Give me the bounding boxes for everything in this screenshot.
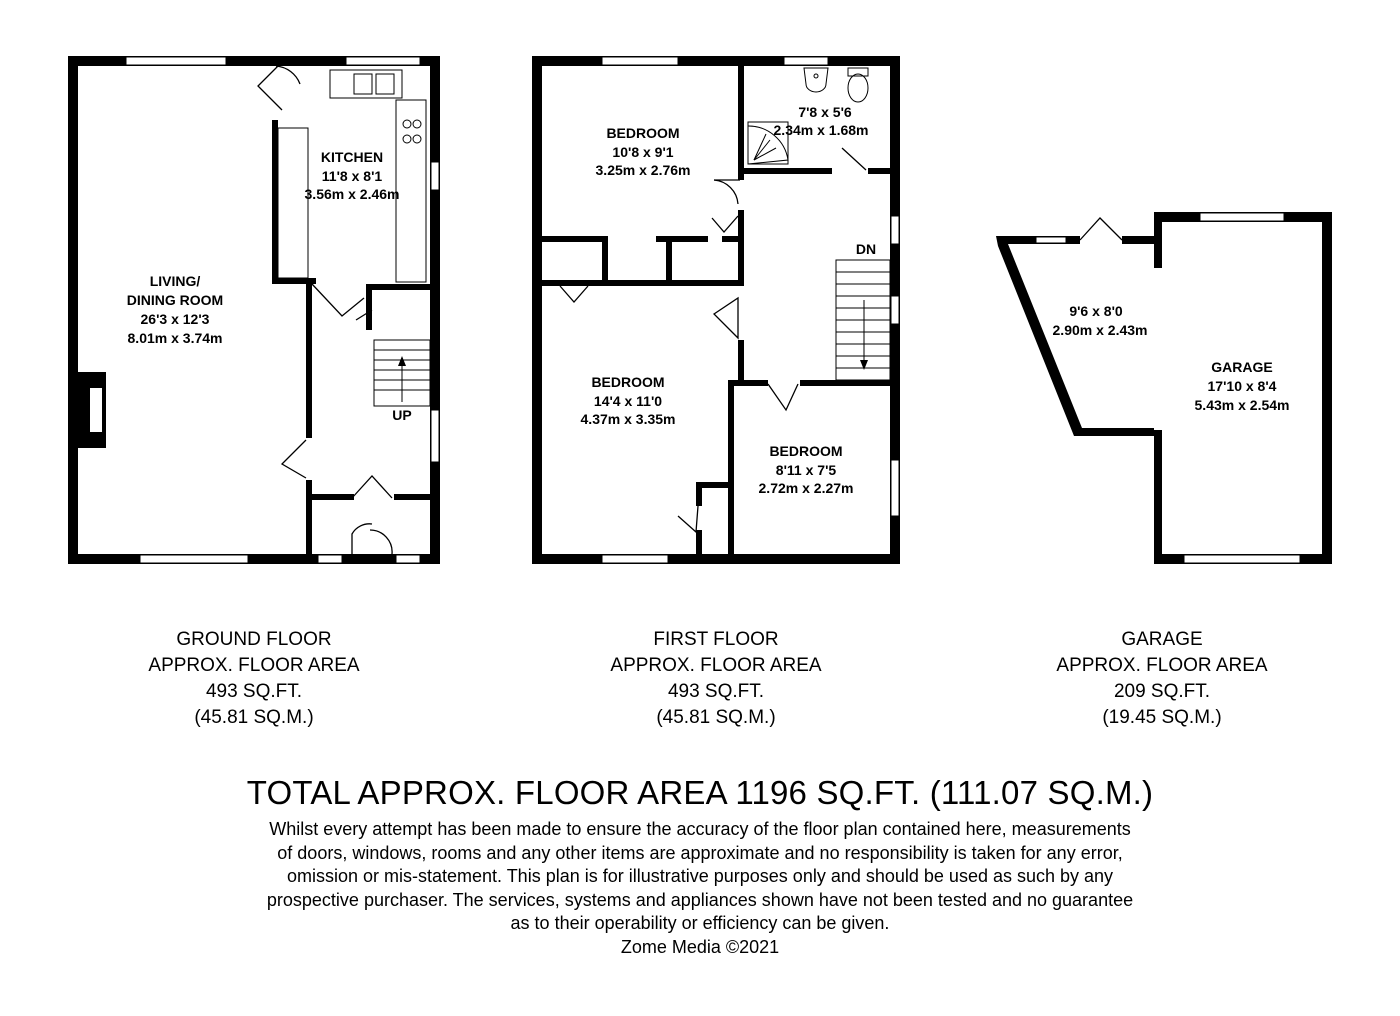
disclaimer-line: prospective purchaser. The services, systems and appliances shown have not been tested and no guarantee bbox=[266, 889, 1134, 910]
bedroom3-metric: 2.72m x 2.27m bbox=[758, 480, 854, 496]
garage-store-imperial: 9'6 x 8'0 bbox=[1069, 303, 1123, 319]
floor-area-sqft: 493 SQ.FT. bbox=[667, 681, 765, 702]
bedroom2-imperial: 14'4 x 11'0 bbox=[593, 393, 663, 409]
bedroom1-imperial: 10'8 x 9'1 bbox=[612, 144, 674, 160]
floor-area-label: APPROX. FLOOR AREA bbox=[1056, 655, 1268, 676]
living-room-metric: 8.01m x 3.74m bbox=[127, 330, 223, 346]
garage-name: GARAGE bbox=[1211, 359, 1273, 375]
garage-metric: 5.43m x 2.54m bbox=[1194, 397, 1290, 413]
floor-title: GROUND FLOOR bbox=[176, 629, 332, 650]
garage-plan bbox=[996, 212, 1332, 564]
disclaimer-line: omission or mis-statement. This plan is for illustrative purposes only and should be used as such by any bbox=[286, 866, 1114, 886]
living-room-name-line2: DINING ROOM bbox=[126, 292, 224, 308]
stairs-down-label: DN bbox=[855, 241, 877, 257]
total-floor-area: TOTAL APPROX. FLOOR AREA 1196 SQ.FT. (111.07 SQ.M.) bbox=[246, 774, 1154, 811]
bedroom3-name: BEDROOM bbox=[769, 443, 843, 459]
kitchen-imperial: 11'8 x 8'1 bbox=[321, 168, 383, 184]
kitchen-metric: 3.56m x 2.46m bbox=[304, 186, 400, 202]
bathroom-imperial: 7'8 x 5'6 bbox=[798, 104, 852, 120]
living-room-imperial: 26'3 x 12'3 bbox=[140, 311, 210, 327]
bathroom-metric: 2.34m x 1.68m bbox=[773, 122, 869, 138]
floor-area-label: APPROX. FLOOR AREA bbox=[610, 655, 822, 676]
bedroom1-metric: 3.25m x 2.76m bbox=[595, 162, 691, 178]
kitchen-name: KITCHEN bbox=[320, 149, 384, 165]
floor-area-sqm: (45.81 SQ.M.) bbox=[656, 707, 776, 728]
bedroom1-name: BEDROOM bbox=[606, 125, 680, 141]
stairs-up-label: UP bbox=[392, 407, 412, 423]
garage-caption bbox=[1002, 627, 1322, 731]
ground-floor-caption bbox=[94, 627, 414, 731]
disclaimer-line: of doors, windows, rooms and any other items are approximate and no responsibility is taken for any error, bbox=[277, 842, 1123, 863]
floor-title: FIRST FLOOR bbox=[653, 629, 779, 650]
bedroom2-metric: 4.37m x 3.35m bbox=[580, 411, 676, 427]
bedroom3-imperial: 8'11 x 7'5 bbox=[775, 462, 837, 478]
floor-area-sqm: (45.81 SQ.M.) bbox=[194, 707, 314, 728]
living-room-name-line1: LIVING/ bbox=[149, 273, 201, 289]
garage-store-metric: 2.90m x 2.43m bbox=[1052, 322, 1148, 338]
disclaimer-line: Whilst every attempt has been made to ensure the accuracy of the floor plan contained here, measurements bbox=[269, 819, 1131, 839]
floor-title: GARAGE bbox=[1121, 629, 1203, 650]
floor-area-sqft: 209 SQ.FT. bbox=[1113, 681, 1211, 702]
floor-area-label: APPROX. FLOOR AREA bbox=[148, 655, 360, 676]
bedroom2-name: BEDROOM bbox=[591, 374, 665, 390]
floor-area-sqft: 493 SQ.FT. bbox=[205, 681, 303, 702]
garage-imperial: 17'10 x 8'4 bbox=[1207, 378, 1277, 394]
ground-floor-plan bbox=[68, 56, 440, 564]
first-floor-caption bbox=[556, 627, 876, 731]
floor-area-sqm: (19.45 SQ.M.) bbox=[1102, 707, 1222, 728]
disclaimer-text bbox=[160, 818, 1240, 959]
disclaimer-line: as to their operability or efficiency can be given. bbox=[510, 913, 890, 933]
credit: Zome Media ©2021 bbox=[620, 936, 780, 957]
